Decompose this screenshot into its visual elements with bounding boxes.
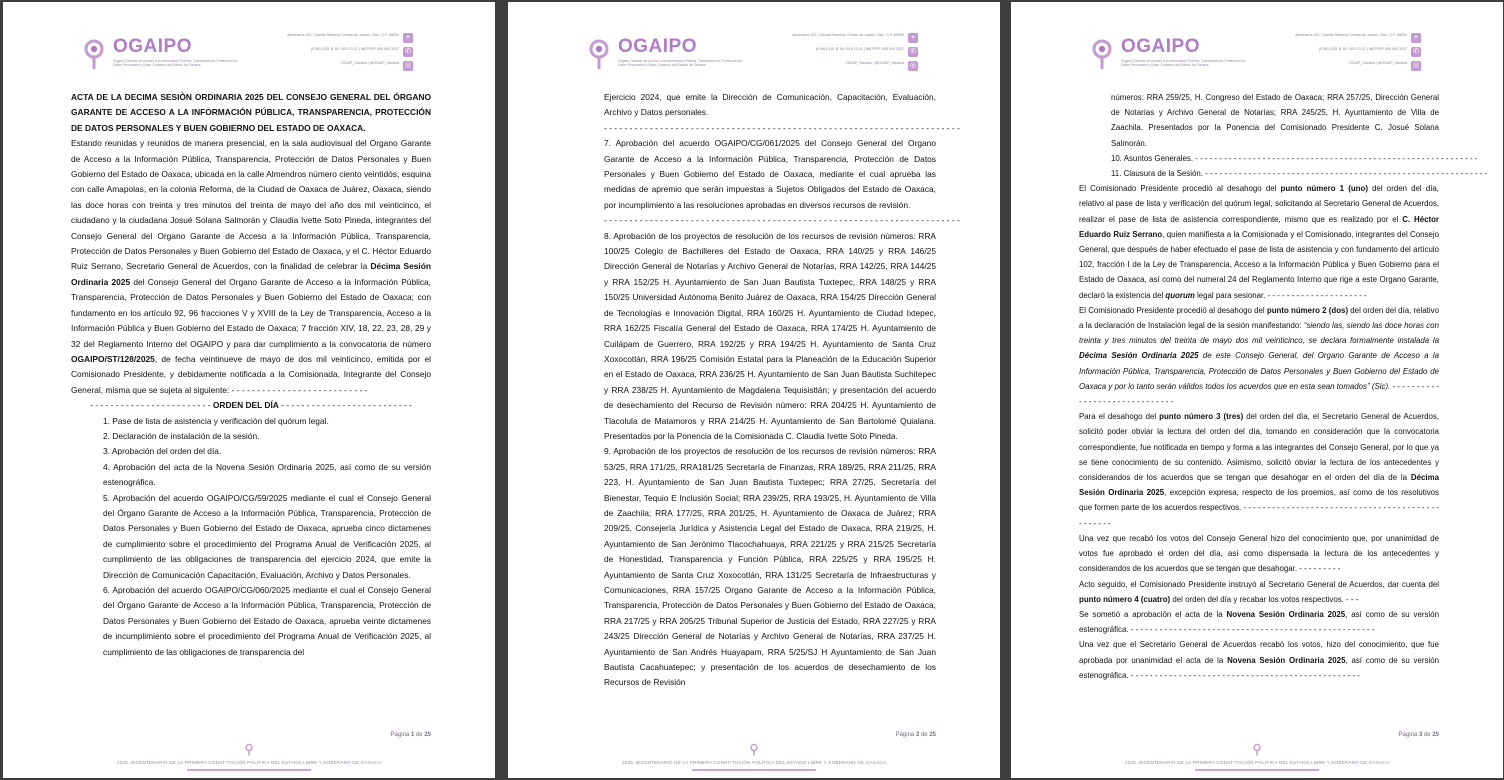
location-icon: ⌖: [908, 33, 918, 43]
contact-block: [263, 33, 413, 75]
ogaipo-logo: [1091, 38, 1251, 78]
intro-text: Estando reunidas y reunidos de manera presencial, en la sala audiovisual del Organo Garante de Acceso a la Información Pública, Transparencia, Protección de Datos Personales y Buen Gobierno del Estado de Oaxaca, ubicada en la calle Almendros número ciento veintidós, esquina con calle Amapolas, en la colonia Reforma, de la Ciudad de Oaxaca de Juárez, Oaxaca, siendo las doce horas con treinta y tres minutos del treinta de mayo del año dos mil veinticinco, el ciudadano y la ciudadana Josué Solana Salmorán y Claudia Ivette Soto Pineda, integrantes del Consejo General del Organo Garante de Acceso a la Información Pública, Transparencia, Protección de Datos Personales y Buen Gobierno del Estado de Oaxaca, y el C. Héctor Eduardo Ruiz Serrano, Secretario General de Acuerdos, con la finalidad de celebrar la: [71, 138, 431, 272]
social-text: OGAIP_Oaxaca | @OGAIP_Oaxaca: [1348, 61, 1407, 65]
paragraph-point-2: El Comisionado Presidente procedió al desahogo del punto número 2 (dos) del orden del día, relativo a la declaración de Instalación legal de la sesión manifestando: “siendo las, siendo las doce horas con treinta y tres minutos del treinta de mayo dos mil veinticinco, se declara formalmente instalada la Décima Sesión Ordinaria 2025 de este Consejo General, del Organo Garante de Acceso a la Información Pública, Transparencia, Protección de Datos Personales y Buen Gobierno del Estado de Oaxaca y por lo tanto serán válidos todos los acuerdos que en esta sean tomados” (Sic). - - - - - - - - - - - - - - - - - - - - - - - - - - - - - -: [1079, 305, 1439, 407]
intro-paragraph: [71, 136, 431, 398]
instagram-icon: ◎: [1412, 62, 1420, 69]
agenda-item: 8. Aprobación de los proyectos de resolución de los recursos de revisión números: RRA 100/25 Colegio de Bachilleres del Estado de Oaxaca, RRA 140/25 y RRA 146/25 Dirección General de Notarías y Archivo General de Notarías, RRA 142/25, RRA 144/25 y RRA 152/25 H. Ayuntamiento de San Juan Bautista Tuxtepec, RRA 148/25 y RRA 150/25 Universidad Autónoma Benito Juárez de Oaxaca, RRA 154/25 Dirección General de Tecnologías e Innovación Digital, RRA 160/25 H. Ayuntamiento de Ciudad Ixtepec, RRA 162/25 Fiscalía General del Estado de Oaxaca, RRA 174/25 H. Ayuntamiento de Cuilápam de Guerrero, RRA 192/25 y RRA 194/25 H. Ayuntamiento de Santa Cruz Xoxocotlán, RRA 196/25 Comisión Estatal para la Planeación de la Educación Superior en el Estado de Oaxaca, RRA 236/25 H. Ayuntamiento de San Juan Bautista Suchitepec y RRA 238/25 H. Ayuntamiento de Magdalena Tequisistlán; y presentación del acuerdo de desechamiento del Recurso de Revisión número: RRA 204/25 H. Ayuntamiento de Tlacolula de Matamoros y RRA 214/25 H. Ayuntamiento de San Bartolomé Quialana. Presentados por la Ponencia de la Comisionada C. Claudia Ivette Soto Pineda.: [604, 230, 936, 441]
address-text: Almendros 122, Colonia Reforma, Centro de Juárez, Oax., C.P. 68050: [287, 33, 399, 37]
session-name: Décima Sesión Ordinaria 2025: [71, 261, 431, 287]
page-number: Página 2 de 25: [895, 732, 936, 738]
location-icon: ⌖: [403, 33, 413, 43]
page-number: Página 1 de 25: [390, 732, 431, 738]
agenda-item: 3. Aprobación del orden del día.: [103, 446, 222, 457]
agenda-item: 9. Aprobación de los proyectos de resolución de los recursos de revisión números: RRA 53/25, RRA 171/25, RRA181/25 Secretaría de Finanzas, RRA 189/25, RRA 211/25, RRA 223, H. Ayuntamiento de San Juan Bautista Tuxtepec; RRA 27/25, Secretaría del Bienestar, Tequio E Inclusión Social; RRA 239/25, RRA 193/25, H. Ayuntamiento de Villa de Zaachila; RRA 177/25, RRA 201/25, H. Ayuntamiento de Oaxaca de Juárez; RRA 209/25, Consejería Jurídica y Asistencia Legal del Estado de Oaxaca, RRA 219/25, H. Ayuntamiento de San Jerónimo Tlacochahuaya, RRA 221/25 y RRA 215/25 Secretaría de Honestidad, Transparencia y Función Pública, RRA 225/25 y RRA 195/25 H. Ayuntamiento de Santa Cruz Xoxocotlán, RRA 131/25 Secretaría de Infraestructuras y Comunicaciones, RRA 157/25 Organo Garante de Acceso a la Información Pública, Transparencia, Protección de Datos Personales y Buen Gobierno del Estado de Oaxaca, RRA 217/25 y RRA 205/25 Tribunal Superior de Justicia del Estado, RRA 227/25 y RRA 243/25 Dirección General de Notarías y Archivo General de Notarías, RRA 237/25 H. Ayuntamiento de San Andrés Huayapam, RRA 5/25/SJ H Ayuntamiento de San Juan Bautista Cacahuatepec; y presentación de los acuerdos de desechamiento de los Recursos de Revisión: [604, 446, 936, 688]
agenda-item: 1. Pase de lista de asistencia y verificación del quórum legal.: [103, 415, 329, 426]
agenda-item: 2. Declaración de instalación de la sesión.: [103, 430, 260, 441]
document-page-3: [1011, 2, 1503, 778]
agenda-item: 7. Aprobación del acuerdo OGAIPO/CG/061/2025 del Consejo General del Organo Garante de Acceso a la Información Pública, Transparencia, Protección de Datos Personales y Buen Gobierno del Estado de Oaxaca, mediante el cual aprueba las medidas de apremio que serán impuestas a Sujetos Obligados del Estado de Oaxaca, por incumplimiento a las resoluciones aprobadas en diversos recursos de revisión.: [604, 138, 936, 210]
intro-text-3: , de fecha veintinueve de mayo de dos mil veinticinco, emitida por el Comisionado Presidente, y debidamente notificada a la Comisionada, Integrante del Consejo General, misma que se sujeta al siguiente: - - - - - - - - - - - - - - - - - - - - - - - - - - -: [71, 353, 431, 395]
logo-tagline: Órgano Garante de Acceso a la Información Pública, Transparencia, Protección de Datos Personales y Buen Gobierno del Estado de Oaxaca: [1121, 59, 1246, 68]
page-number: Página 3 de 25: [1398, 732, 1439, 738]
logo-wordmark: OGAIPO: [113, 36, 193, 57]
contact-block: [768, 33, 918, 75]
footer-logo-icon: [750, 744, 758, 756]
instagram-icon: ◎: [404, 62, 412, 69]
ogaipo-logo: [588, 38, 748, 78]
separator: - - - - - - - - - - - - - - - - - - - - - - - - - - - - - - - - - - - - - - - - - - - - - - - - - - - - - - - - - - - - - - - - - - - - - -: [604, 122, 960, 133]
agenda-item: 6. Aprobación del acuerdo OGAIPO/CG/060/2025 mediante el cual el Consejo General del Órgano Garante de Acceso a la Información Pública, Transparencia, Protección de Datos Personales y Buen Gobierno del Estado de Oaxaca, aprueba veinte dictamenes de incumplimiento sobre el procedimiento del Programa Anual de Verificación 2025, al cumplimiento de las obligaciones de transparencia del: [103, 585, 431, 657]
phone-icon: ✆: [1411, 47, 1421, 57]
contact-block: [1271, 33, 1421, 75]
phone-text: (0 951) 515 11 90 / 515 23 21 | WATSPP. 800 004 3247: [815, 47, 904, 51]
address-text: Almendros 122, Colonia Reforma, Centro de Juárez, Oax., C.P. 68050: [1295, 33, 1407, 37]
instagram-icon: ◎: [909, 62, 917, 69]
agenda-item: 11. Clausura de la Sesión. - - - - - - - - - - - - - - - - - - - - - - - - - - - - - - - - - - - - - - - - - - - - - - - - - - - - - - - - - - -: [1111, 169, 1488, 179]
intro-text-2: del Consejo General del Organo Garante de Acceso a la Información Pública, Transparencia, Protección de Datos Personales y Buen Gobierno del Estado de Oaxaca; con fundamento en los artículo 92, 96 fracciones V y XVIII de la Ley de Transparencia, Acceso a la Información Pública y Buen Gobierno del Estado de Oaxaca; 7 fracción XIV, 18, 22, 23, 28, 29 y 32 del Reglamento Interno del OGAIPO y para dar cumplimiento a la convocatoria de número: [71, 276, 431, 349]
orden-label: ORDEN DEL DÍA: [212, 400, 279, 411]
phone-text: (0 951) 515 11 90 / 515 23 21 | WATSPP. 800 004 3247: [1318, 47, 1407, 51]
phone-text: (0 951) 515 11 90 / 515 23 21 | WATSPP. 800 004 3247: [310, 47, 399, 51]
footer-divider: [187, 769, 311, 771]
logo-tagline: Órgano Garante de Acceso a la Información Pública, Transparencia, Protección de Datos Personales y Buen Gobierno del Estado de Oaxaca: [113, 59, 238, 68]
paragraph-point-3: Para el desahogo del punto número 3 (tres) del orden del día, el Secretario General de Acuerdos, solicitó poder obviar la lectura del orden del día, tomando en consideración que la convocatoria correspondiente, fue notificada en tiempo y forma a las integrantes del Consejo General, por lo que ya se tiene conocimiento de su contenido. Asimismo, solicitó obviar la lectura de los antecedentes y considerandos de los acuerdos que se tengan que desahogar en el orden del día de la Décima Sesión Ordinaria 2025, excepción expresa, respecto de los proemios, así como de los resolutivos que formen parte de los acuerdos respectivos. - - - - - - - - - - - - - - - - - - - - - - - - - - - - - - - - - - - - - - - - - - - - - - - -: [1079, 412, 1439, 528]
social-text: OGAIP_Oaxaca | @OGAIP_Oaxaca: [845, 61, 904, 65]
logo-mark-icon: [588, 38, 610, 70]
footer-text: 2025, BICENTENARIO DE LA PRIMERA CONSTITUCIÓN POLÍTICA DEL ESTADO LIBRE Y SOBERANO DE OAXACA: [1124, 760, 1390, 765]
logo-mark-icon: [83, 38, 105, 70]
logo-wordmark: OGAIPO: [618, 36, 698, 57]
orden-heading: - - - - - - - - - - - - - - - - - - - - - - - - ORDEN DEL DÍA - - - - - - - - - - - - - - - - - - - - - - - - - -: [90, 400, 412, 411]
paragraph-approval: Se sometió a aprobación el acta de la Novena Sesión Ordinaria 2025, así como de su versión estenográfica. - - - - - - - - - - - - - - - - - - - - - - - - - - - - - - - - - - - - - - - - - - - - - - - - - - -: [1079, 609, 1439, 635]
paragraph-point-1: El Comisionado Presidente procedió al desahogo del punto número 1 (uno) del orden del día, relativo al pase de lista y verificación del quórum legal, solicitando al Secretario General de Acuerdos, realizar el pase de lista de asistencia correspondiente, mismo que es realizado por el C. Héctor Eduardo Ruiz Serrano, quien manifiesta a la Comisionada y el Comisionado, integrantes del Consejo General, que después de haber efectuado el pase de lista de asistencia y con fundamento del artículo 102, fracción I de la Ley de Transparencia, Acceso a la Información Pública y Buen Gobierno para el Estado de Oaxaca, así como del numeral 24 del Reglamento Interno que rige a este Organo Garante, declaró la existencia del quorum legal para sesionar. - - - - - - - - - - - - - - - - - - - - -: [1079, 184, 1440, 300]
agenda-item: 10. Asuntos Generales. - - - - - - - - - - - - - - - - - - - - - - - - - - - - - - - - - - - - - - - - - - - - - - - - - - - - - - - - - - -: [1111, 153, 1478, 163]
page-body: [604, 90, 960, 691]
paragraph-point-4: Acto seguido, el Comisionado Presidente instruyó al Secretario General de Acuerdos, dar cuenta del punto número 4 (cuatro) del orden del día y recabar los votos respectivos. - - -: [1079, 579, 1439, 604]
footer-divider: [692, 769, 816, 771]
social-text: OGAIP_Oaxaca | @OGAIP_Oaxaca: [340, 61, 399, 65]
logo-mark-icon: [1091, 38, 1113, 70]
agenda-item: 4. Aprobación del acta de la Novena Sesión Ordinaria 2025, así como de su versión estenográfica.: [103, 461, 431, 488]
separator: - - - - - - - - - - - - - - - - - - - - - - - - - - - - - - - - - - - - - - - - - - - - - - - - - - - - - - - - - - - - - - - - - - - - - -: [604, 215, 960, 226]
location-icon: ⌖: [1411, 33, 1421, 43]
phone-icon: ✆: [908, 47, 918, 57]
footer-text: 2025, BICENTENARIO DE LA PRIMERA CONSTITUCIÓN POLÍTICA DEL ESTADO LIBRE Y SOBERANO DE OAXACA: [116, 760, 382, 765]
footer-text: 2025, BICENTENARIO DE LA PRIMERA CONSTITUCIÓN POLÍTICA DEL ESTADO LIBRE Y SOBERANO DE OAXACA: [621, 760, 887, 765]
continued-item: Ejercicio 2024, que emite la Dirección de Comunicación, Capacitación, Evaluación, Archivo y Datos personales.: [604, 92, 936, 118]
page-body: [1079, 90, 1488, 683]
ogaipo-logo: [83, 38, 243, 78]
address-text: Almendros 122, Colonia Reforma, Centro de Juárez, Oax., C.P. 68050: [792, 33, 904, 37]
document-page-2: [508, 2, 1000, 778]
footer-logo-icon: [245, 744, 253, 756]
page-body: [71, 90, 431, 660]
convocatoria-number: OGAIPO/ST/128/2025: [71, 353, 155, 364]
paragraph-approved: Una vez que el Secretario General de Acuerdos recabó los votos, hizo del conocimiento, que fue aprobada por unanimidad el acta de la Novena Sesión Ordinaria 2025, así como de su versión estenográfica. - - - - - - - - - - - - - - - - - - - - - - - - - - - - - - - - - - - - - - - - - - - - - - - -: [1079, 640, 1439, 680]
logo-tagline: Órgano Garante de Acceso a la Información Pública, Transparencia, Protección de Datos Personales y Buen Gobierno del Estado de Oaxaca: [618, 59, 743, 68]
document-title: ACTA DE LA DECIMA SESIÒN ORDINARIA 2025 DEL CONSEJO GENERAL DEL ÓRGANO GARANTE DE ACCESO A LA INFORMACIÓN PÚBLICA, TRANSPARENCIA, PROTECCIÓN DE DATOS PERSONALES Y BUEN GOBIERNO DEL ESTADO DE OAXACA.: [71, 92, 431, 133]
paragraph-votes: Una vez que recabó los votos del Consejo General hizo del conocimiento que, por unanimidad de votos fue aprobado el orden del día, así como dispensada la lectura de los antecedentes y considerandos de los acuerdos que se tengan que desahogar. - - - - - - - - -: [1079, 533, 1439, 574]
document-page-1: [3, 2, 495, 778]
agenda-item: 5. Aprobación del acuerdo OGAIPO/CG/59/2025 mediante el cual el Consejo General del Órgano Garante de Acceso a la Información Pública, Transparencia, Protección de Datos Personales y Buen Gobierno del Estado de Oaxaca, aprueba cinco dictamenes de cumplimiento sobre el procedimiento del Programa Anual de Verificación 2025, al cumplimiento de las obligaciones de transparencia del ejercicio 2024, que emite la Dirección de Comunicación Capacitación, Evaluación, Archivo y Datos Personales.: [103, 492, 431, 580]
phone-icon: ✆: [403, 47, 413, 57]
footer-divider: [1195, 769, 1319, 771]
continued-item: números: RRA 259/25, H. Congreso del Estado de Oaxaca; RRA 257/25, Dirección General de Notarías y Archivo General de Notarías; RRA 245/25, H. Ayuntamiento de Villa de Zaachila. Presentados por la Ponencia del Comisionado Presidente C. Josué Solana Salmorán.: [1111, 93, 1439, 148]
footer-logo-icon: [1253, 744, 1261, 756]
logo-wordmark: OGAIPO: [1121, 36, 1201, 57]
